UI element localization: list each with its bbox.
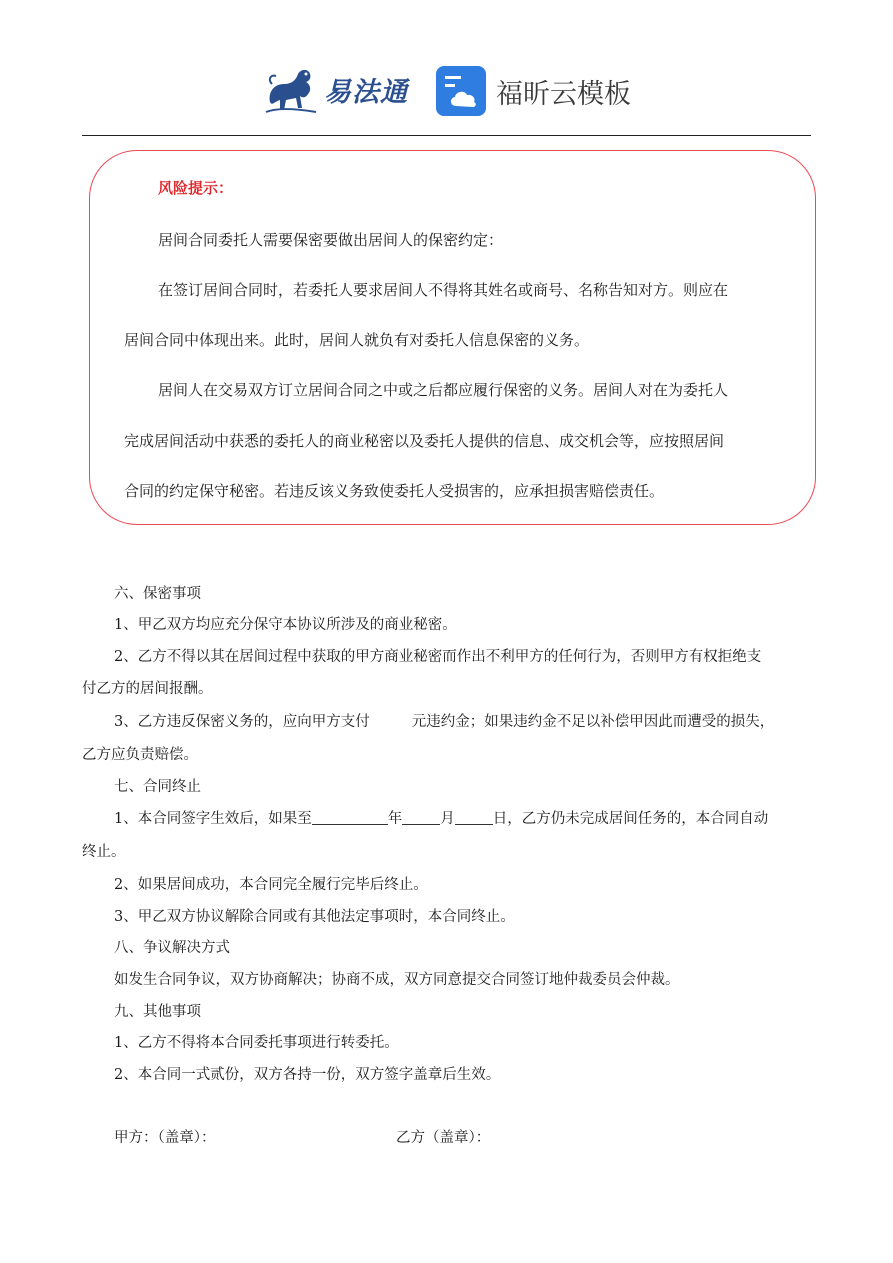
clause-6-3-text-2: 元违约金；如果违约金不足以补偿甲因此而遭受的损失，	[411, 714, 775, 730]
clause-6-1: 1、甲乙双方均应充分保守本协议所涉及的商业秘密。	[114, 617, 457, 633]
risk-line: 居间合同中体现出来。此时，居间人就负有对委托人信息保密的义务。	[124, 331, 590, 349]
clause-7-1-text: 1、本合同签字生效后，如果至	[114, 811, 312, 827]
risk-line: 居间合同委托人需要保密要做出居间人的保密约定：	[158, 231, 504, 249]
cloud-document-icon	[436, 66, 486, 116]
clause-7-3: 3、甲乙双方协议解除合同或有其他法定事项时，本合同终止。	[114, 909, 515, 925]
year-label: 年	[387, 811, 403, 827]
section-7-title: 七、合同终止	[114, 779, 201, 795]
clause-8-1: 如发生合同争议，双方协商解决；协商不成，双方同意提交合同签订地仲裁委员会仲裁。	[114, 972, 680, 988]
yifatong-wordmark: 易法通	[324, 76, 408, 108]
day-blank[interactable]	[455, 810, 493, 825]
year-blank[interactable]	[312, 810, 388, 825]
header-divider	[82, 135, 811, 136]
yifatong-logo	[262, 62, 408, 116]
foxit-template-wordmark: 福昕云模板	[496, 78, 631, 110]
month-label: 月	[440, 811, 455, 827]
clause-6-2: 2、乙方不得以其在居间过程中获取的甲方商业秘密而作出不利甲方的任何行为，否则甲方有权拒绝支	[114, 649, 762, 665]
risk-notice-title: 风险提示：	[158, 179, 234, 197]
qilin-icon	[262, 62, 320, 116]
section-8-title: 八、争议解决方式	[114, 940, 230, 956]
foxit-template-logo	[436, 66, 631, 116]
clause-9-1: 1、乙方不得将本合同委托事项进行转委托。	[114, 1035, 399, 1051]
clause-7-2: 2、如果居间成功，本合同完全履行完毕后终止。	[114, 877, 428, 893]
month-blank[interactable]	[402, 810, 440, 825]
risk-line: 在签订居间合同时，若委托人要求居间人不得将其姓名或商号、名称告知对方。则应在	[158, 281, 729, 299]
party-a-signature: 甲方：（盖章）：	[114, 1130, 216, 1146]
clause-7-1	[114, 807, 768, 828]
clause-9-2: 2、本合同一式贰份，双方各持一份，双方签字盖章后生效。	[114, 1067, 501, 1083]
clause-7-1-cont: 终止。	[82, 844, 126, 860]
risk-line: 居间人在交易双方订立居间合同之中或之后都应履行保密的义务。居间人对在为委托人	[158, 381, 729, 399]
clause-6-3	[114, 710, 774, 731]
section-9-title: 九、其他事项	[114, 1004, 201, 1020]
clause-7-1-text-2: 日，乙方仍未完成居间任务的，本合同自动	[492, 811, 769, 827]
risk-line: 合同的约定保守秘密。若违反该义务致使委托人受损害的，应承担损害赔偿责任。	[124, 482, 665, 500]
clause-6-2-cont: 付乙方的居间报酬。	[82, 681, 213, 697]
clause-6-3-cont: 乙方应负责赔偿。	[82, 747, 198, 763]
clause-6-3-text: 3、乙方违反保密义务的，应向甲方支付	[114, 714, 370, 730]
risk-line: 完成居间活动中获悉的委托人的商业秘密以及委托人提供的信息、成交机会等，应按照居间	[124, 432, 725, 450]
document-header	[0, 56, 893, 122]
risk-notice-box	[89, 150, 816, 525]
party-b-signature: 乙方（盖章）：	[396, 1130, 491, 1146]
section-6-title: 六、保密事项	[114, 586, 201, 602]
